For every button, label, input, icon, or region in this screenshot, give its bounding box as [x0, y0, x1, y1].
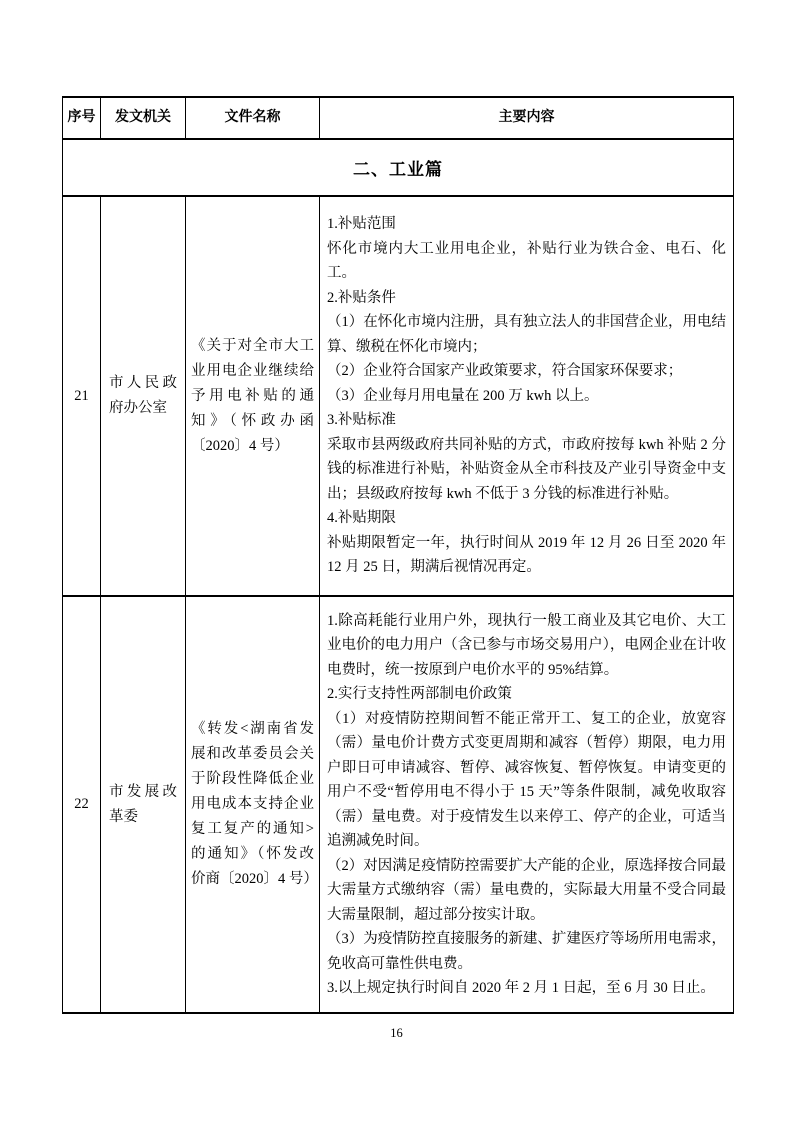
content-paragraph: 3.补贴标准	[327, 412, 396, 429]
content-paragraph: 1.除高耗能行业用户外，现执行一般工商业及其它电价、大工业电价的电力用户（含已参与市场交易用户），电网企业在计收电费时，统一按原到户电价水平的 95%结算。	[327, 612, 726, 678]
content-paragraph: 1.补贴范围	[327, 216, 396, 233]
header-agency: 发文机关	[101, 97, 186, 139]
content-paragraph: 采取市县两级政府共同补贴的方式，市政府按每 kwh 补贴 2 分钱的标准进行补贴，补贴资金从全市科技及产业引导资金中支出；县级政府按每 kwh 不低于 3 分钱的标准进行补贴。	[327, 436, 726, 502]
content-cell	[320, 596, 734, 1013]
header-doc-title: 文件名称	[186, 97, 320, 139]
header-seq: 序号	[63, 97, 101, 139]
agency-cell: 市人民政府办公室	[101, 196, 186, 596]
doc-title-cell: 《关于对全市大工业用电企业继续给予用电补贴的通知》（怀政办函〔2020〕4 号）	[186, 196, 320, 596]
table-row-21	[63, 196, 734, 596]
content-paragraph: 4.补贴期限	[327, 510, 396, 527]
page-number: 16	[390, 1026, 403, 1040]
header-main-content: 主要内容	[320, 97, 734, 139]
content-paragraph: （1）对疫情防控期间暂不能正常开工、复工的企业，放宽容（需）量电价计费方式变更周期和减容（暂停）期限，电力用户即日可申请减容、暂停、减容恢复、暂停恢复。申请变更的用户不受“暂停用电不得小于 15 天”等条件限制，减免收取容（需）量电费。对于疫情发生以来停工、停产的企业，可适当追溯减免时间。	[327, 710, 726, 849]
seq-cell: 22	[63, 596, 101, 1013]
content-paragraph: 补贴期限暂定一年，执行时间从 2019 年 12 月 26 日至 2020 年 12 月 25 日，期满后视情况再定。	[327, 534, 726, 576]
section-title: 二、工业篇	[63, 139, 734, 196]
policy-table	[62, 96, 734, 1014]
content-paragraph: 2.补贴条件	[327, 289, 396, 306]
content-paragraph: （3）为疫情防控直接服务的新建、扩建医疗等场所用电需求，免收高可靠性供电费。	[327, 931, 726, 972]
content-paragraph: 怀化市境内大工业用电企业，补贴行业为铁合金、电石、化工。	[327, 240, 726, 282]
seq-cell: 21	[63, 196, 101, 596]
content-paragraph: （2）企业符合国家产业政策要求，符合国家环保要求；	[327, 363, 683, 380]
content-paragraph: （2）对因满足疫情防控需要扩大产能的企业，原选择按合同最大需量方式缴纳容（需）量电费的，实际最大用量不受合同最大需量限制，超过部分按实计取。	[327, 857, 726, 923]
section-header-row	[63, 139, 734, 196]
table-header-row	[63, 97, 734, 139]
content-paragraph: （1）在怀化市境内注册，具有独立法人的非国营企业，用电结算、缴税在怀化市境内；	[327, 314, 726, 355]
doc-title-cell: 《转发<湖南省发展和改革委员会关于阶段性降低企业用电成本支持企业复工复产的通知>的通知》（怀发改价商〔2020〕4 号）	[186, 596, 320, 1013]
content-paragraph: 3.以上规定执行时间自 2020 年 2 月 1 日起，至 6 月 30 日止。	[327, 980, 715, 996]
table-row-22	[63, 596, 734, 1013]
content-cell	[320, 196, 734, 596]
content-paragraph: 2.实行支持性两部制电价政策	[327, 686, 512, 702]
content-paragraph: （3）企业每月用电量在 200 万 kwh 以上。	[327, 387, 599, 404]
agency-cell: 市发展改革委	[101, 596, 186, 1013]
